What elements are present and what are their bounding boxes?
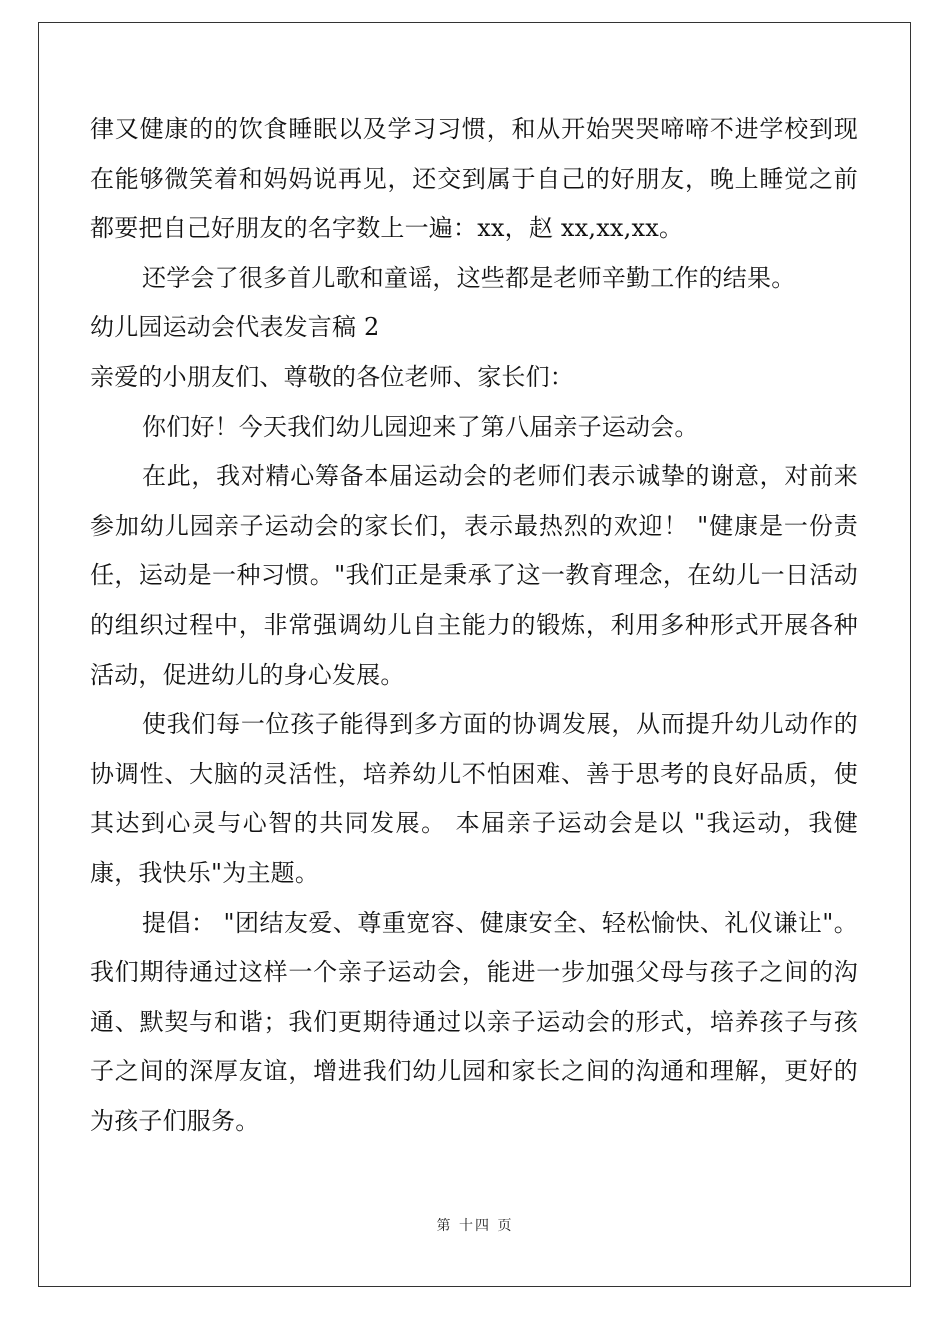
paragraph-thanks: 在此，我对精心筹备本届运动会的老师们表示诚挚的谢意，对前来参加幼儿园亲子运动会的家长们，表示最热烈的欢迎！ "健康是一份责任，运动是一种习惯。"我们正是秉承了这一教育理念，在幼儿一日活动的组织过程中，非常强调幼儿自主能力的锻炼，利用多种形式开展各种活动，促进幼儿的身心发展。 bbox=[90, 462, 858, 689]
paragraph-1: 律又健康的的饮食睡眠以及学习习惯，和从开始哭哭啼啼不进学校到现在能够微笑着和妈妈说再见，还交到属于自己的好朋友，晚上睡觉之前都要把自己好朋友的名字数上一遍：xx，赵 xx,xx,xx。 bbox=[90, 115, 858, 243]
paragraph-greeting: 你们好！今天我们幼儿园迎来了第八届亲子运动会。 bbox=[142, 412, 699, 441]
section-title: 幼儿园运动会代表发言稿 2 bbox=[90, 313, 380, 342]
paragraph-development: 使我们每一位孩子能得到多方面的协调发展，从而提升幼儿动作的协调性、大脑的灵活性，培养幼儿不怕困难、善于思考的良好品质，使其达到心灵与心智的共同发展。 本届亲子运动会是以 "我运动，我健康，我快乐"为主题。 bbox=[90, 710, 858, 887]
page-number: 第 十四 页 bbox=[436, 1218, 514, 1234]
document-body bbox=[90, 105, 858, 1146]
salutation: 亲爱的小朋友们、尊敬的各位老师、家长们： bbox=[90, 362, 574, 391]
paragraph-2: 还学会了很多首儿歌和童谣，这些都是老师辛勤工作的结果。 bbox=[142, 263, 796, 292]
paragraph-advocacy: 提倡： "团结友爱、尊重宽容、健康安全、轻松愉快、礼仪谦让"。我们期待通过这样一个亲子运动会，能进一步加强父母与孩子之间的沟通、默契与和谐；我们更期待通过以亲子运动会的形式，培养孩子与孩子之间的深厚友谊，增进我们幼儿园和家长之间的沟通和理解，更好的为孩子们服务。 bbox=[90, 908, 858, 1135]
